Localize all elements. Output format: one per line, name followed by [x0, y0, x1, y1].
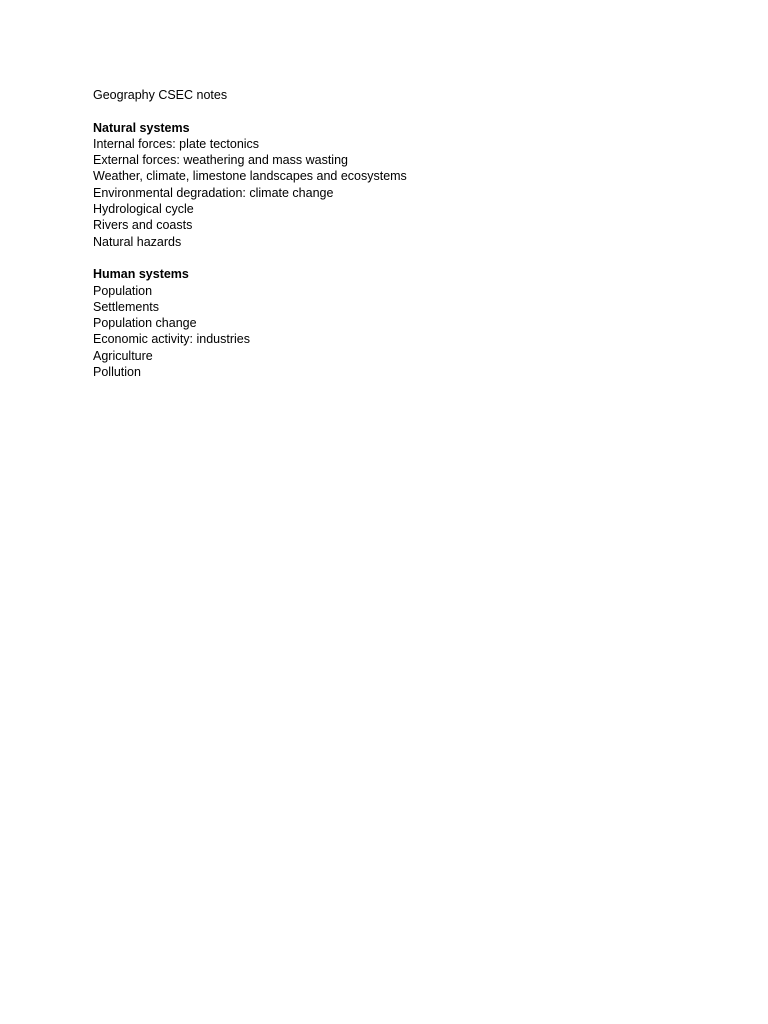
- document-body: [93, 87, 693, 380]
- section-natural-systems: [93, 120, 693, 250]
- section-heading: Natural systems: [93, 120, 190, 135]
- list-item: Environmental degradation: climate change: [93, 185, 334, 200]
- document-title: Geography CSEC notes: [93, 88, 228, 102]
- list-item: Hydrological cycle: [93, 202, 194, 217]
- list-item: Natural hazards: [93, 234, 182, 249]
- blank-line: [93, 103, 693, 119]
- section-item-list: [93, 136, 693, 250]
- section-heading: Human systems: [93, 267, 189, 282]
- list-item: External forces: weathering and mass wasting: [93, 153, 348, 168]
- list-item: Economic activity: industries: [93, 332, 251, 347]
- list-item: Pollution: [93, 365, 141, 380]
- list-item: Population change: [93, 316, 197, 331]
- list-item: Weather, climate, limestone landscapes and ecosystems: [93, 169, 407, 184]
- list-item: Internal forces: plate tectonics: [93, 136, 260, 151]
- section-item-list: [93, 283, 693, 381]
- section-human-systems: [93, 266, 693, 380]
- blank-line: [93, 250, 693, 266]
- list-item: Agriculture: [93, 348, 153, 363]
- list-item: Rivers and coasts: [93, 218, 193, 233]
- list-item: Settlements: [93, 299, 160, 314]
- list-item: Population: [93, 283, 153, 298]
